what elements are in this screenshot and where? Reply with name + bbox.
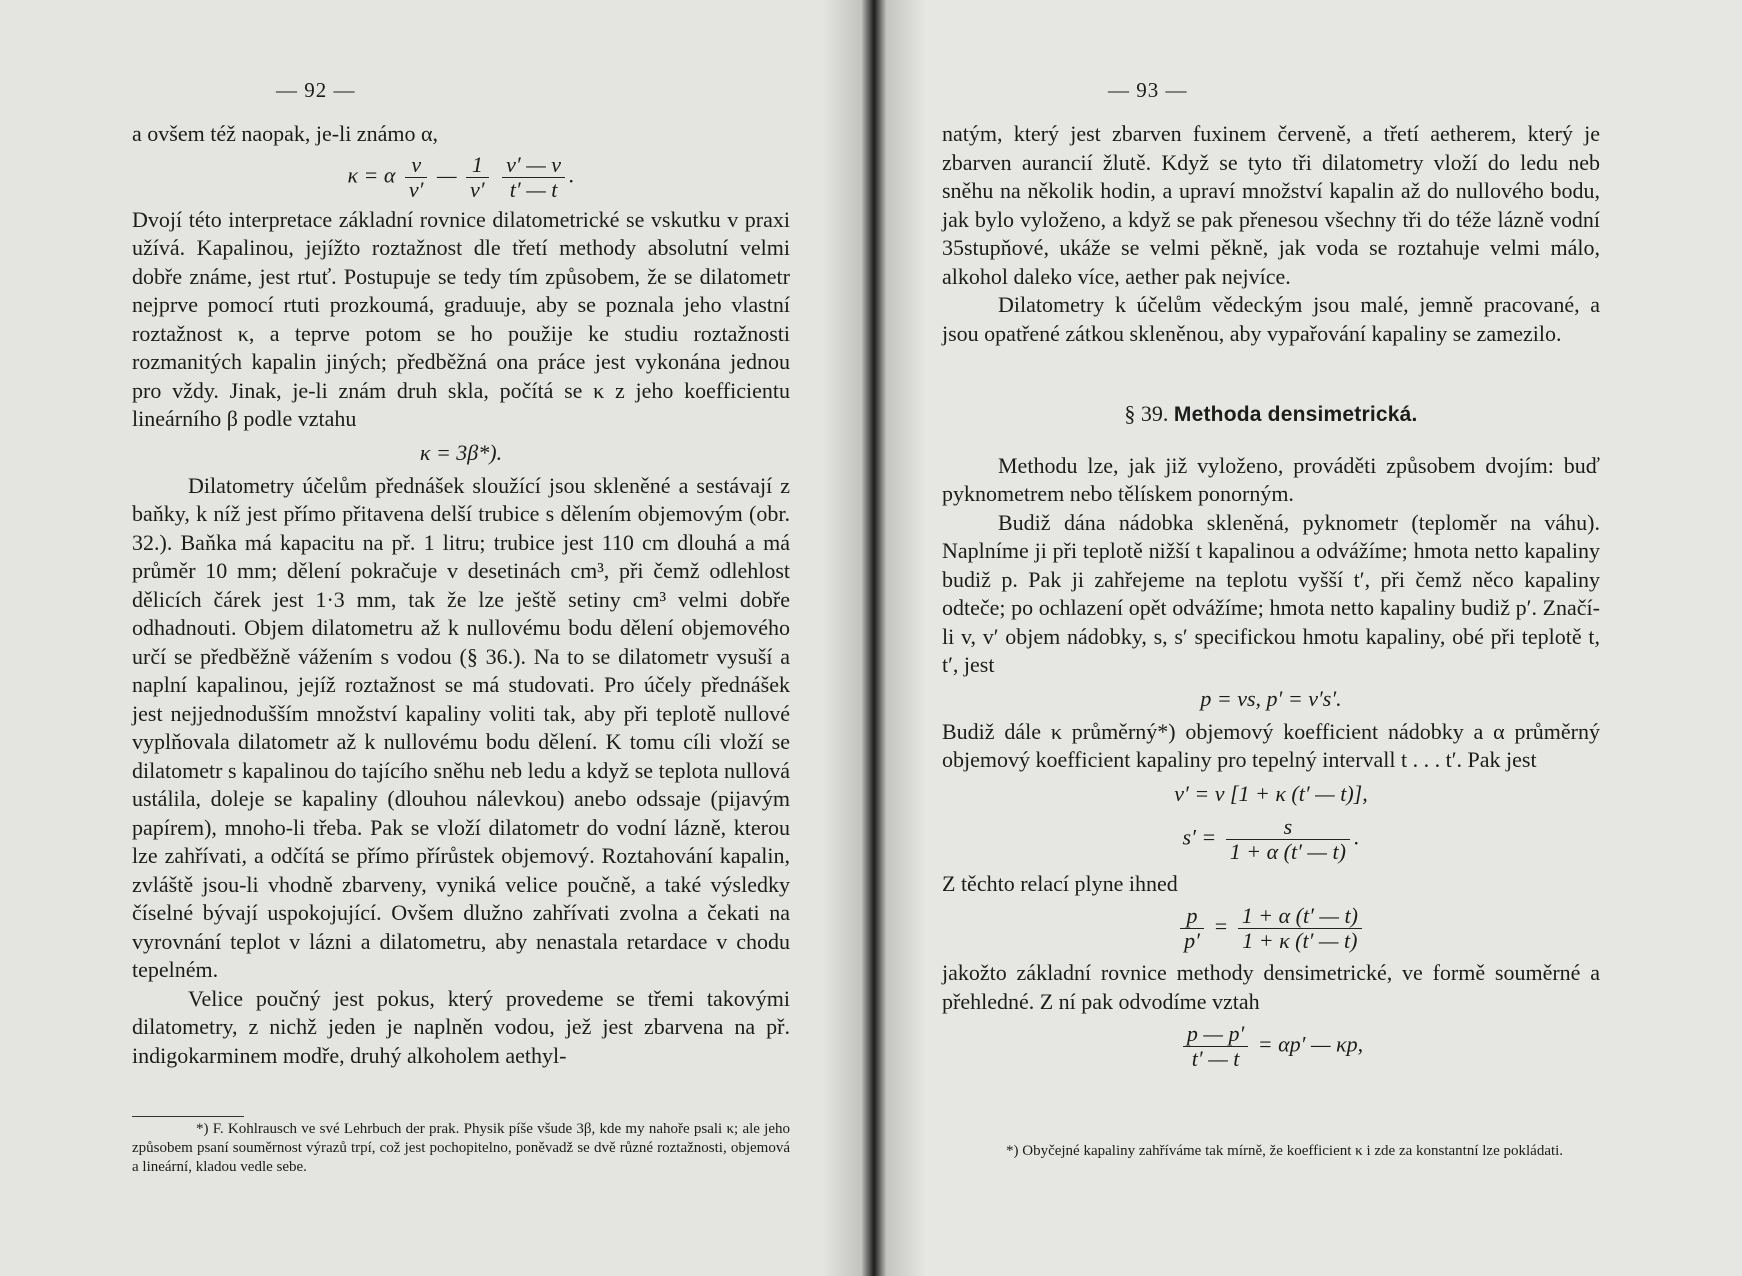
fraction <box>1226 815 1350 864</box>
left-body-text <box>132 120 790 1070</box>
eq-end: . <box>1353 824 1360 850</box>
footnote-rule <box>132 1116 244 1117</box>
fraction-denominator: t′ — t <box>509 176 558 202</box>
paragraph: Z těchto relací plyne ihned <box>942 870 1178 896</box>
eq-end: . <box>569 162 575 188</box>
fraction-numerator: p <box>1180 904 1204 929</box>
section-heading <box>942 400 1600 430</box>
fraction-denominator: 1 + κ (t′ — t) <box>1242 928 1358 953</box>
page-shadow <box>886 0 926 1276</box>
section-title: Methoda densimetrická. <box>1173 403 1418 426</box>
fraction <box>405 153 428 202</box>
right-page <box>886 0 1742 1276</box>
paragraph: jakožto základní rovnice methody densimetrické, ve formě souměrné a přehledné. Z ní pak odvodíme vztah <box>942 960 1600 1014</box>
fraction-numerator: v′ — v <box>502 153 565 178</box>
fraction-numerator: p — p′ <box>1183 1022 1248 1047</box>
right-body-text <box>942 120 1600 1077</box>
paragraph: natým, který jest zbarven fuxinem červeně, a třetí aetherem, který je zbarven aurancií žlutě. Když se tyto tři dilatometry vloží do ledu neb sněhu na několik hodin, a upraví množství kapalin až do nullového bodu, jak bylo vyloženo, a když se pak přenesou všechny tři do téže lázně vodní 35stupňové, ukáže se velmi pěkně, jak voda se roztahuje velmi málo, alkohol daleko více, aether pak nejvíce. <box>942 121 1600 289</box>
fraction-denominator: v′ <box>470 176 485 202</box>
equation-volume: v′ = v [1 + κ (t′ — t)], <box>1174 780 1368 806</box>
eq-lhs: κ = α <box>347 162 396 188</box>
fraction-numerator: s <box>1226 815 1350 840</box>
paragraph: Methodu lze, jak již vyloženo, prováděti způsobem dvojím: buď pyknometrem nebo tělískem ponorným. <box>942 452 1600 506</box>
section-number: § 39. <box>1124 401 1169 426</box>
equation-kappa-beta: κ = 3β*). <box>419 439 503 465</box>
footnote: *) Obyčejné kapaliny zahříváme tak mírně, že koefficient κ i zde za konstantní lze pokládati. <box>1006 1143 1564 1159</box>
fraction-denominator: v′ <box>408 176 424 202</box>
paragraph: a ovšem též naopak, je-li známo α, <box>132 121 438 146</box>
fraction <box>1183 1022 1248 1071</box>
equation-kappa <box>132 153 790 202</box>
fraction <box>502 153 565 202</box>
page-number: — 93 — <box>1108 78 1188 102</box>
equation-density <box>942 815 1600 864</box>
fraction-denominator: t′ — t <box>1191 1046 1240 1071</box>
left-page <box>0 0 862 1276</box>
eq-equals: = <box>1213 913 1229 939</box>
fraction-numerator: 1 + α (t′ — t) <box>1238 904 1362 929</box>
equation-mass: p = vs, p′ = v′s′. <box>1200 685 1342 711</box>
eq-lhs: s′ = <box>1182 824 1217 850</box>
eq-rhs: = αp′ — κp, <box>1257 1031 1364 1057</box>
paragraph: Dilatometry k účelům vědeckým jsou malé, jemně pracované, a jsou opatřené zátkou skleněnou, aby vypařování kapaliny se zamezilo. <box>942 292 1600 346</box>
paragraph: Velice poučný jest pokus, který provedeme se třemi takovými dilatometry, z nichž jeden je naplněn vodou, jež jest zbarvena na př. indigokarminem modře, druhý alkoholem aethyl- <box>132 985 790 1068</box>
paragraph: Dilatometry účelům přednášek sloužící jsou skleněné a sestávají z baňky, k níž jest přímo přitavena delší trubice s dělením objemovým (obr. 32.). Baňka má kapacitu na př. 1 litru; trubice jest 110 cm dlouhá a má průměr 10 mm; dělení pokračuje v desetinách cm³, při čemž odlehlost dělicích čárek jest 1·3 mm, tak že lze ještě setiny cm³ velmi dobře odhadnouti. Objem dilatometru až k nullovému bodu dělení objemového určí se předběžně vážením s vodou (§ 36.). Na to se dilatometr vysuší a naplní kapalinou, jejíž roztažnost se má studovati. Pro účely přednášek jest nejjednodušším množství kapaliny voliti tak, aby při teplotě nullové vyplňovala dilatometr až k nullovému bodu dělení. K tomu cíli vloží se dilatometr s kapalinou do tajícího sněhu neb ledu a když se teplota nullová ustálila, doleje se kapaliny (dlouhou nálevkou) anebo odssaje (pijavým papírem), mnoho-li třeba. Pak se vloží dilatometr do vodní lázně, kterou lze zahřívati, a odčítá se přímo přírůstek objemový. Roztahování kapalin, zvláště jsou-li vhodně zbarveny, vyniká velice poučně, a také výsledky číselné bývají uspokojující. Ovšem dlužno zahřívati zvolna a čekati na vyrovnání teplot v lázni a dilatometru, aby nenastala retardace v chodu tepelném. <box>132 472 790 982</box>
eq-minus: — <box>436 162 457 188</box>
fraction <box>466 153 489 202</box>
fraction <box>1238 904 1362 953</box>
book-gutter <box>862 0 886 1276</box>
fraction-numerator: v <box>405 153 428 178</box>
equation-ratio <box>942 904 1600 953</box>
fraction-numerator: 1 <box>466 153 489 178</box>
fraction <box>1180 904 1204 953</box>
equation-difference <box>942 1022 1600 1071</box>
fraction-denominator: p′ <box>1184 928 1200 953</box>
paragraph: Budiž dále κ průměrný*) objemový koefficient nádobky a α průměrný objemový koefficient kapaliny pro tepelný intervall t . . . t′. Pak jest <box>942 718 1600 772</box>
page-shadow <box>822 0 862 1276</box>
paragraph: Budiž dána nádobka skleněná, pyknometr (teploměr na váhu). Naplníme ji při teplotě nižší t kapalinou a odvážíme; hmota netto kapaliny budiž p. Pak ji zahřejeme na teplotu vyšší t′, při čemž něco kapaliny odteče; po ochlazení opět odvážíme; hmota netto kapaliny budiž p′. Značí-li v, v′ objem nádobky, s, s′ specifickou hmotu kapaliny, obé při teplotě t, t′, jest <box>942 509 1600 677</box>
fraction-denominator: 1 + α (t′ — t) <box>1229 838 1346 864</box>
page-number: — 92 — <box>276 78 356 102</box>
footnote: *) F. Kohlrausch ve své Lehrbuch der prak. Physik píše všude 3β, kde my nahoře psali κ; ale jeho způsobem psaní souměrnost výrazů trpí, což jest pochopitelno, poněvadž se dvě různé roztažnosti, objemová a lineární, kladou vedle sebe. <box>132 1121 790 1175</box>
paragraph: Dvojí této interpretace základní rovnice dilatometrické se vskutku v praxi užívá. Kapalinou, jejížto roztažnost dle třetí methody absolutní velmi dobře známe, jest rtuť. Postupuje se tedy tím způsobem, že se dilatometr nejprve pomocí rtuti prozkoumá, graduuje, aby se poznala jeho vlastní roztažnost κ, a teprve potom se ho použije ke studiu roztažnosti rozmanitých kapalin jiných; předběžná ona práce jest vykonána jednou pro vždy. Jinak, je-li znám druh skla, počítá se κ z jeho koefficientu lineárního β podle vztahu <box>132 206 790 431</box>
